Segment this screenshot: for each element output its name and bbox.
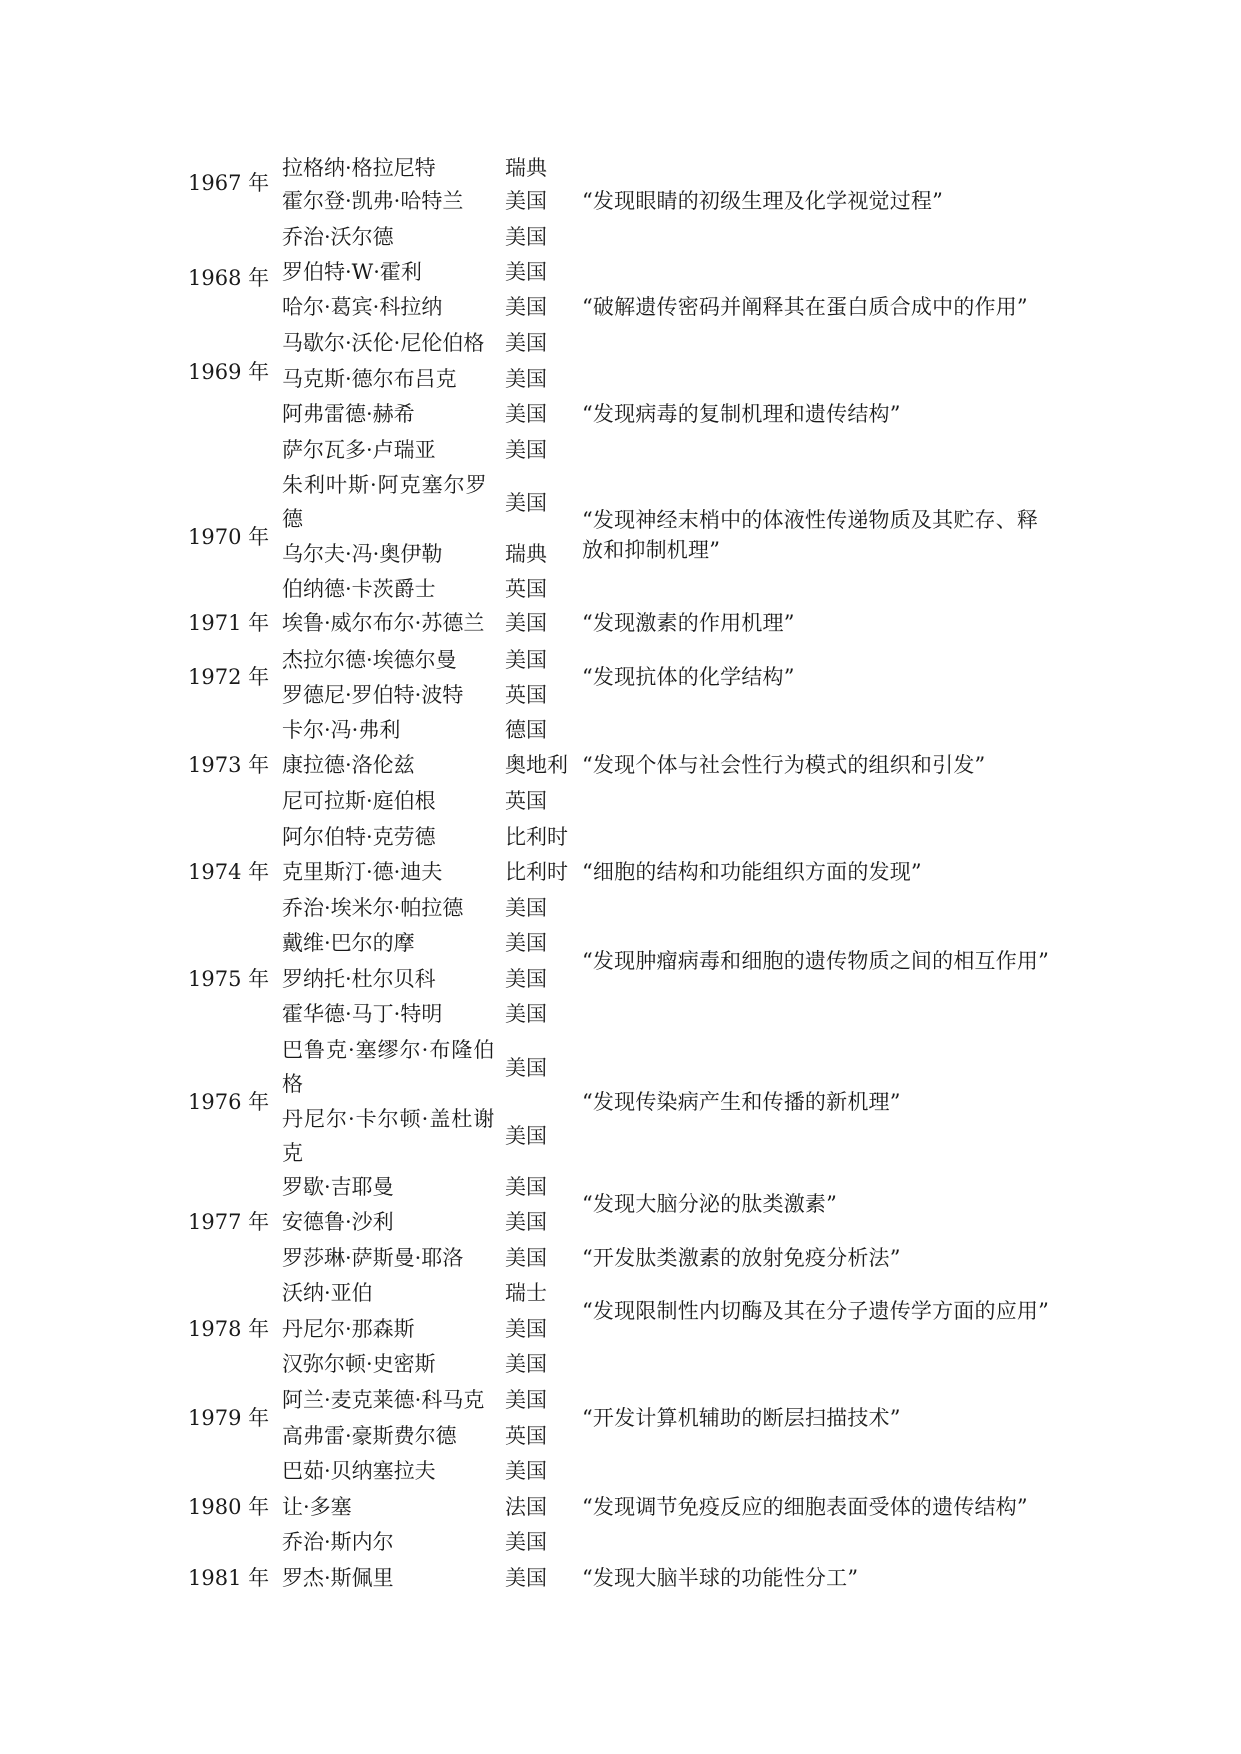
laureate-name: 巴茹·贝纳塞拉夫 <box>282 1459 436 1483</box>
laureate-name: 杰拉尔德·埃德尔曼 <box>282 648 457 672</box>
laureate-country: 英国 <box>505 1424 547 1448</box>
laureate-country: 美国 <box>505 611 547 635</box>
laureate-name: 阿弗雷德·赫希 <box>282 402 415 426</box>
prize-reason: “发现传染病产生和传播的新机理” <box>582 1090 901 1114</box>
laureate-name: 朱利叶斯·阿克塞尔罗德 <box>282 473 488 531</box>
laureate-country: 美国 <box>505 1124 547 1148</box>
laureate-name: 罗伯特·W·霍利 <box>282 260 422 284</box>
laureate-country: 美国 <box>505 331 547 355</box>
laureate-country: 美国 <box>505 1352 547 1376</box>
laureate-name: 阿兰·麦克莱德·科马克 <box>282 1388 485 1412</box>
prize-reason: “开发计算机辅助的断层扫描技术” <box>582 1406 901 1430</box>
year-label: 1973 年 <box>188 753 270 777</box>
laureate-name: 丹尼尔·那森斯 <box>282 1317 415 1341</box>
laureate-name: 巴鲁克·塞缪尔·布隆伯格 <box>282 1038 496 1096</box>
laureate-name: 汉弥尔顿·史密斯 <box>282 1352 436 1376</box>
year-label: 1969 年 <box>188 360 270 384</box>
year-label: 1977 年 <box>188 1210 270 1234</box>
laureate-name: 罗德尼·罗伯特·波特 <box>282 683 464 707</box>
laureate-country: 奥地利 <box>505 753 568 777</box>
prize-reason: “发现肿瘤病毒和细胞的遗传物质之间的相互作用” <box>582 949 1050 973</box>
laureate-country: 英国 <box>505 577 547 601</box>
laureate-name: 尼可拉斯·庭伯根 <box>282 789 436 813</box>
year-label: 1968 年 <box>188 266 270 290</box>
laureate-name: 克里斯汀·德·迪夫 <box>282 860 443 884</box>
prize-reason: “破解遗传密码并阐释其在蛋白质合成中的作用” <box>582 295 1028 319</box>
laureate-name: 乌尔夫·冯·奥伊勒 <box>282 542 443 566</box>
prize-reason: “发现个体与社会性行为模式的组织和引发” <box>582 753 986 777</box>
year-label: 1974 年 <box>188 860 270 884</box>
prize-reason: “发现大脑分泌的肽类激素” <box>582 1192 838 1216</box>
laureate-country: 美国 <box>505 1210 547 1234</box>
prize-reason: “开发肽类激素的放射免疫分析法” <box>582 1246 901 1270</box>
laureate-country: 美国 <box>505 648 547 672</box>
laureate-country: 美国 <box>505 367 547 391</box>
year-label: 1979 年 <box>188 1406 270 1430</box>
prize-reason: “发现调节免疫反应的细胞表面受体的遗传结构” <box>582 1495 1028 1519</box>
laureate-country: 英国 <box>505 683 547 707</box>
laureate-country: 美国 <box>505 295 547 319</box>
laureate-name: 伯纳德·卡茨爵士 <box>282 577 436 601</box>
laureate-country: 美国 <box>505 1175 547 1199</box>
year-label: 1978 年 <box>188 1317 270 1341</box>
laureate-name: 哈尔·葛宾·科拉纳 <box>282 295 443 319</box>
year-label: 1970 年 <box>188 525 270 549</box>
laureate-country: 美国 <box>505 1388 547 1412</box>
laureate-country: 美国 <box>505 189 547 213</box>
laureate-name: 罗杰·斯佩里 <box>282 1566 394 1590</box>
laureate-country: 德国 <box>505 718 547 742</box>
laureate-country: 美国 <box>505 402 547 426</box>
laureate-name: 安德鲁·沙利 <box>282 1210 394 1234</box>
prize-reason: “发现抗体的化学结构” <box>582 665 795 689</box>
laureate-country: 美国 <box>505 1459 547 1483</box>
laureate-country: 瑞典 <box>505 156 547 180</box>
laureate-name: 罗纳托·杜尔贝科 <box>282 967 436 991</box>
prize-reason: “发现病毒的复制机理和遗传结构” <box>582 402 901 426</box>
laureate-name: 马歇尔·沃伦·尼伦伯格 <box>282 331 485 355</box>
laureate-country: 美国 <box>505 438 547 462</box>
laureate-name: 卡尔·冯·弗利 <box>282 718 401 742</box>
year-label: 1972 年 <box>188 665 270 689</box>
prize-reason: “发现大脑半球的功能性分工” <box>582 1566 859 1590</box>
laureate-country: 美国 <box>505 1530 547 1554</box>
laureate-country: 瑞士 <box>505 1281 547 1305</box>
laureate-country: 美国 <box>505 1566 547 1590</box>
laureate-name: 戴维·巴尔的摩 <box>282 931 415 955</box>
laureate-name: 埃鲁·威尔布尔·苏德兰 <box>282 611 485 635</box>
laureate-country: 美国 <box>505 225 547 249</box>
laureate-name: 阿尔伯特·克劳德 <box>282 825 436 849</box>
year-label: 1976 年 <box>188 1090 270 1114</box>
laureate-name: 马克斯·德尔布吕克 <box>282 367 457 391</box>
laureate-country: 美国 <box>505 260 547 284</box>
year-label: 1980 年 <box>188 1495 270 1519</box>
laureate-country: 美国 <box>505 1002 547 1026</box>
year-label: 1975 年 <box>188 967 270 991</box>
laureate-name: 霍华德·马丁·特明 <box>282 1002 443 1026</box>
laureate-country: 比利时 <box>505 860 568 884</box>
laureate-name: 沃纳·亚伯 <box>282 1281 373 1305</box>
laureate-country: 英国 <box>505 789 547 813</box>
laureate-name: 乔治·沃尔德 <box>282 225 394 249</box>
prize-reason: “发现眼睛的初级生理及化学视觉过程” <box>582 189 944 213</box>
laureate-name: 丹尼尔·卡尔顿·盖杜谢克 <box>282 1107 496 1165</box>
laureate-name: 乔治·斯内尔 <box>282 1530 394 1554</box>
laureate-country: 美国 <box>505 931 547 955</box>
laureate-country: 美国 <box>505 896 547 920</box>
laureate-name: 罗莎琳·萨斯曼·耶洛 <box>282 1246 464 1270</box>
laureate-country: 美国 <box>505 491 547 515</box>
laureate-name: 让·多塞 <box>282 1495 352 1519</box>
laureate-country: 瑞典 <box>505 542 547 566</box>
laureate-name: 乔治·埃米尔·帕拉德 <box>282 896 464 920</box>
laureate-country: 美国 <box>505 967 547 991</box>
prize-reason: “发现神经末梢中的体液性传递物质及其贮存、释放和抑制机理” <box>582 508 1039 562</box>
laureate-name: 萨尔瓦多·卢瑞亚 <box>282 438 436 462</box>
prize-reason: “细胞的结构和功能组织方面的发现” <box>582 860 922 884</box>
laureate-country: 法国 <box>505 1495 547 1519</box>
year-label: 1971 年 <box>188 611 270 635</box>
laureate-country: 比利时 <box>505 825 568 849</box>
laureate-country: 美国 <box>505 1317 547 1341</box>
laureate-name: 拉格纳·格拉尼特 <box>282 156 436 180</box>
laureate-name: 霍尔登·凯弗·哈特兰 <box>282 189 464 213</box>
laureate-name: 康拉德·洛伦兹 <box>282 753 415 777</box>
laureate-country: 美国 <box>505 1246 547 1270</box>
laureate-name: 罗歇·吉耶曼 <box>282 1175 394 1199</box>
year-label: 1981 年 <box>188 1566 270 1590</box>
year-label: 1967 年 <box>188 171 270 195</box>
prize-reason: “发现激素的作用机理” <box>582 611 795 635</box>
prize-reason: “发现限制性内切酶及其在分子遗传学方面的应用” <box>582 1299 1050 1323</box>
laureate-name: 高弗雷·豪斯费尔德 <box>282 1424 457 1448</box>
laureate-country: 美国 <box>505 1056 547 1080</box>
